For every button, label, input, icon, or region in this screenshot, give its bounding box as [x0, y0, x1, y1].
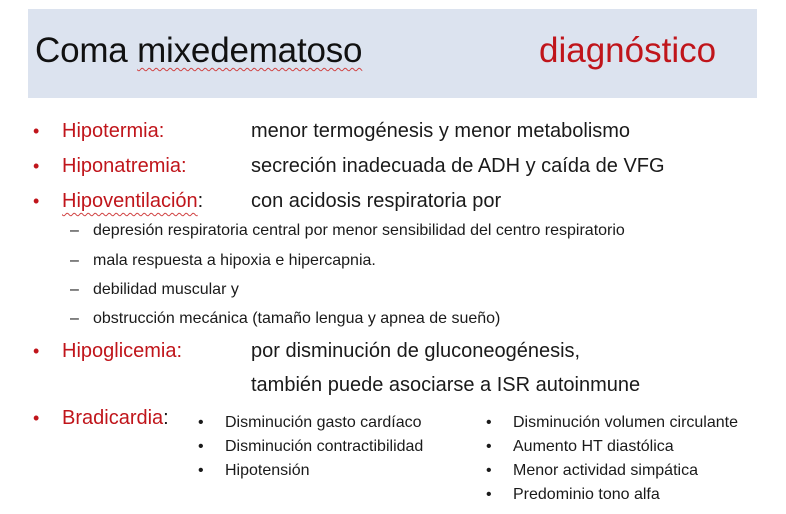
list-item-text: Disminución contractibilidad — [225, 438, 424, 455]
list-item — [486, 462, 738, 486]
term-description: por disminución de gluconeogénesis, — [251, 340, 581, 362]
bullet-icon: • — [198, 414, 204, 431]
term-label — [62, 407, 169, 430]
slide-subtitle: diagnóstico — [539, 31, 717, 70]
title-spellcheck-word: mixedematoso — [137, 31, 363, 70]
bradicardia-effects-left — [198, 414, 423, 486]
bradicardia-effects-right — [486, 414, 738, 510]
dash-icon: – — [70, 222, 79, 239]
bullet-icon: • — [33, 156, 40, 176]
list-item — [198, 462, 423, 486]
term-text: Bradicardia — [62, 407, 164, 429]
list-item-text: Aumento HT diastólica — [513, 438, 674, 455]
list-item-text: Menor actividad simpática — [513, 462, 698, 479]
bullet-icon: • — [486, 486, 492, 503]
bullet-icon: • — [33, 408, 40, 428]
bullet-icon: • — [486, 414, 492, 431]
term-description: con acidosis respiratoria por — [251, 190, 502, 212]
term-label: Hiponatremia: — [62, 155, 187, 177]
sub-item-text: obstrucción mecánica (tamaño lengua y apnea de sueño) — [93, 310, 501, 327]
list-item — [486, 438, 738, 462]
list-item-text: Hipotensión — [225, 462, 310, 479]
sub-item-text: debilidad muscular y — [93, 281, 239, 298]
term-description: menor termogénesis y menor metabolismo — [251, 120, 631, 142]
list-item — [198, 414, 423, 438]
bullet-icon: • — [486, 438, 492, 455]
slide-title — [35, 31, 362, 71]
term-spellcheck-word: Hipoventilación — [62, 190, 198, 212]
bullet-icon: • — [198, 462, 204, 479]
bullet-icon: • — [198, 438, 204, 455]
sub-item-text: depresión respiratoria central por menor sensibilidad del centro respiratorio — [93, 222, 625, 239]
dash-icon: – — [70, 310, 79, 327]
term-label — [62, 190, 203, 213]
list-item-text: Disminución gasto cardíaco — [225, 414, 422, 431]
bullet-icon: • — [486, 462, 492, 479]
term-colon: : — [163, 407, 169, 429]
term-label: Hipotermia: — [62, 120, 165, 142]
term-colon: : — [197, 190, 204, 212]
list-item-text: Predominio tono alfa — [513, 486, 660, 503]
term-description: secreción inadecuada de ADH y caída de VFG — [251, 155, 665, 177]
list-item-text: Disminución volumen circulante — [513, 414, 738, 431]
term-label: Hipoglicemia: — [62, 340, 183, 362]
title-bar — [28, 9, 757, 98]
title-text: Coma — [35, 31, 138, 70]
list-item — [486, 486, 738, 510]
bullet-icon: • — [33, 341, 40, 361]
bullet-icon: • — [33, 121, 40, 141]
dash-icon: – — [70, 252, 79, 269]
dash-icon: – — [70, 281, 79, 298]
term-description-continued: también puede asociarse a ISR autoinmune — [251, 374, 641, 396]
list-item — [486, 414, 738, 438]
bullet-icon: • — [33, 191, 40, 211]
list-item — [198, 438, 423, 462]
sub-item-text: mala respuesta a hipoxia e hipercapnia. — [93, 252, 376, 269]
